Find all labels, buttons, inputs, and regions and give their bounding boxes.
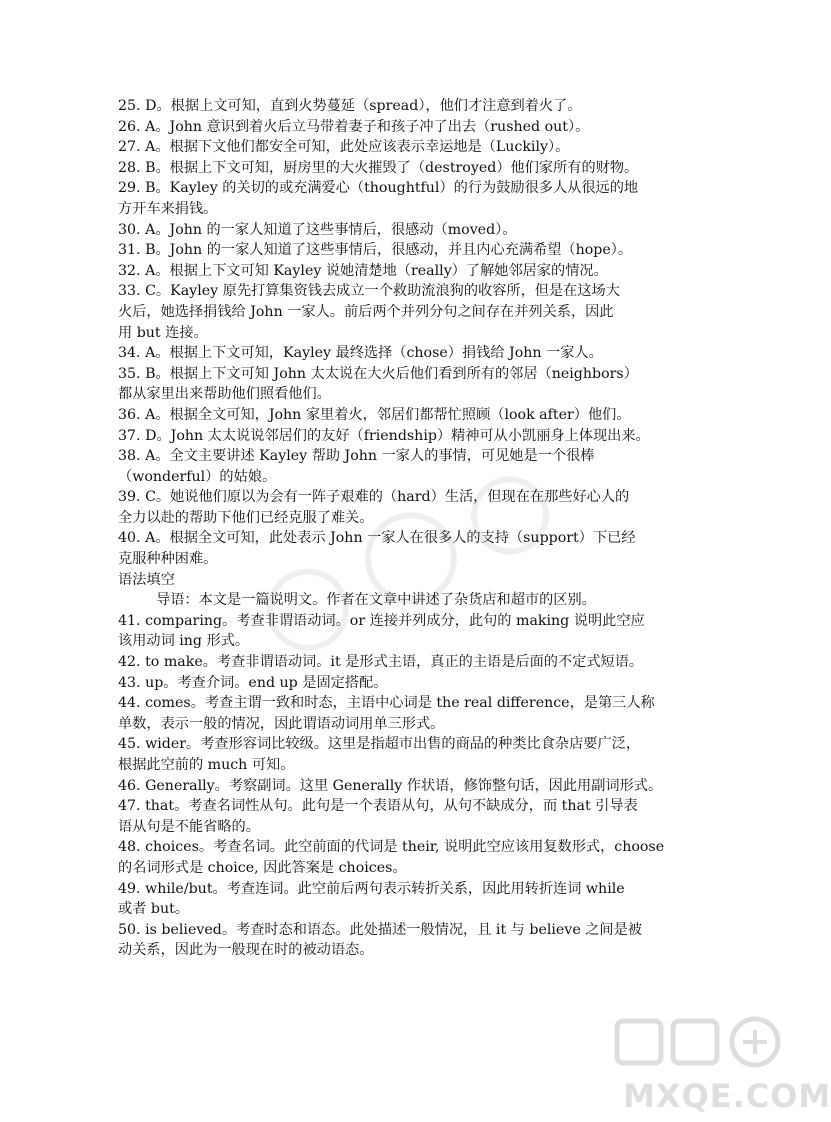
- text-line: 38. A。全文主要讲述 Kayley 帮助 John 一家人的事情，可见她是一个很棒: [118, 448, 595, 465]
- text-line: 31. B。John 的一家人知道了这些事情后，很感动，并且内心充满希望（hope）。: [118, 242, 633, 259]
- text-line: 29. B。Kayley 的关切的或充满爱心（thoughtful）的行为鼓励很多人从很远的地: [118, 180, 639, 197]
- text-line: 49. while/but。考查连词。此空前后两句表示转折关系，因此用转折连词 while: [118, 880, 625, 897]
- text-line: 克服种种困难。: [118, 551, 218, 568]
- text-line: 都从家里出来帮助他们照看他们。: [118, 386, 331, 403]
- text-line: 25. D。根据上文可知，直到火势蔓延（spread），他们才注意到着火了。: [118, 98, 582, 114]
- text-line: 42. to make。考查非谓语动词。it 是形式主语，真正的主语是后面的不定式短语。: [118, 654, 644, 671]
- text-line: 41. comparing。考查非谓语动词。or 连接并列成分，此句的 making 说明此空应: [118, 612, 645, 629]
- text-line: 28. B。根据上下文可知，厨房里的大火摧毁了（destroyed）他们家所有的财物。: [118, 159, 639, 176]
- text-line: 语从句是不能省略的。: [118, 818, 260, 835]
- text-line: 或者 but。: [118, 901, 189, 918]
- text-line: 30. A。John 的一家人知道了这些事情后，很感动（moved）。: [118, 221, 517, 238]
- text-line: 45. wider。考查形容词比较级。这里是指超市出售的商品的种类比食杂店要广泛，: [118, 736, 641, 753]
- text-line: 33. C。Kayley 原先打算集资钱去成立一个救助流浪狗的收容所，但是在这场大: [118, 283, 620, 300]
- text-line: 火后，她选择捐钱给 John 一家人。前后两个并列分句之间存在并列关系，因此: [118, 303, 614, 320]
- text-line: 44. comes。考查主谓一致和时态，主语中心词是 the real difference，是第三人称: [118, 695, 655, 712]
- text-line: 40. A。根据全文可知，此处表示 John 一家人在很多人的支持（support）下已经: [118, 530, 636, 547]
- text-line: 32. A。根据上下文可知 Kayley 说她清楚地（really）了解她邻居家的情况。: [118, 262, 608, 279]
- text-line: 47. that。考查名词性从句。此句是一个表语从句，从句不缺成分，而 that 引导表: [118, 798, 638, 815]
- answer-text-block: [118, 96, 678, 961]
- section-heading: 语法填空: [118, 571, 175, 588]
- text-line: 50. is believed。考查时态和语态。此处描述一般情况，且 it 与 believe 之间是被: [118, 921, 642, 938]
- text-line: 34. A。根据上下文可知，Kayley 最终选择（chose）捐钱给 John 一家人。: [118, 345, 603, 362]
- intro-line: 导语：本文是一篇说明文。作者在文章中讲述了杂货店和超市的区别。: [156, 592, 596, 609]
- logo-text: MXQE.COM: [623, 1077, 831, 1115]
- text-line: 43. up。考查介词。end up 是固定搭配。: [118, 674, 388, 691]
- text-line: 该用动词 ing 形式。: [118, 633, 250, 650]
- text-line: 46. Generally。考察副词。这里 Generally 作状语，修饰整句话，因此用副词形式。: [118, 777, 663, 794]
- text-line: 48. choices。考查名词。此空前面的代词是 their, 说明此空应该用复数形式，choose: [118, 839, 665, 856]
- text-line: 39. C。她说他们原以为会有一阵子艰难的（hard）生活，但现在在那些好心人的: [118, 489, 630, 506]
- text-line: 用 but 连接。: [118, 324, 208, 341]
- text-line: 动关系，因此为一般现在时的被动语态。: [118, 942, 374, 959]
- text-line: 方开车来捐钱。: [118, 200, 218, 217]
- text-line: 根据此空前的 much 可知。: [118, 757, 295, 773]
- text-line: 单数，表示一般的情况，因此谓语动词用单三形式。: [118, 715, 445, 732]
- text-line: 37. D。John 太太说说邻居们的友好（friendship）精神可从小凯丽身上体现出来。: [118, 427, 650, 444]
- text-line: 的名词形式是 choice, 因此答案是 choices。: [118, 859, 407, 876]
- text-line: 36. A。根据全文可知，John 家里着火，邻居们都帮忙照顾（look after）他们。: [118, 406, 631, 423]
- text-line: 26. A。John 意识到着火后立马带着妻子和孩子冲了出去（rushed out）。: [118, 118, 590, 135]
- logo-icon: [615, 1015, 785, 1070]
- text-line: 35. B。根据上下文可知 John 太太说在大火后他们看到所有的邻居（neighbors）: [118, 365, 638, 382]
- text-line: 全力以赴的帮助下他们已经克服了难关。: [118, 509, 374, 526]
- site-logo: [615, 1015, 831, 1115]
- text-line: （wonderful）的姑娘。: [118, 468, 277, 485]
- text-line: 27. A。根据下文他们都安全可知，此处应该表示幸运地是（Luckily）。: [118, 139, 570, 156]
